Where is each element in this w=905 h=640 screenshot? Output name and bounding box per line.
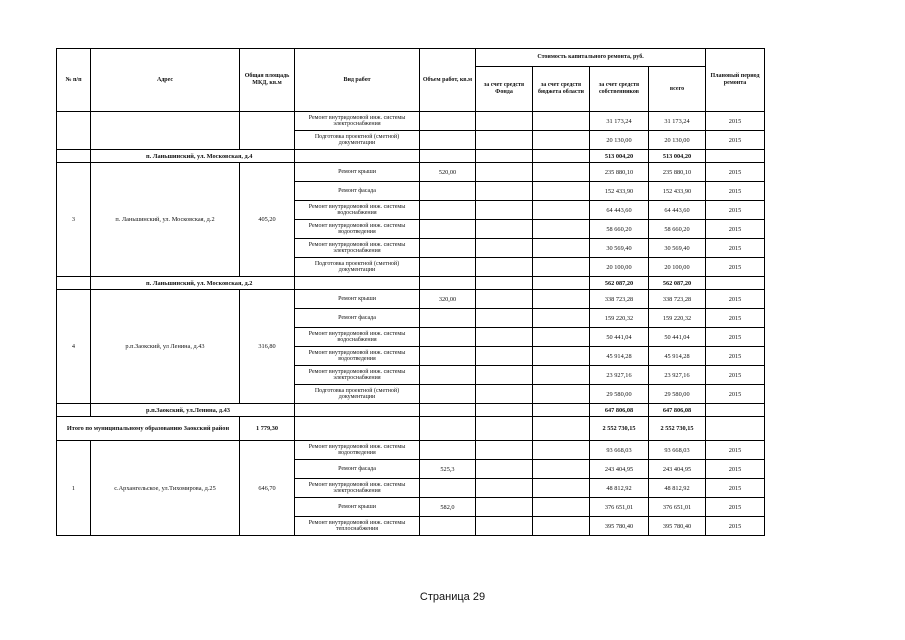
- period-cell: 2015: [706, 479, 765, 498]
- volume-cell: [420, 347, 476, 366]
- header-volume: Объем работ, кв.м: [420, 49, 476, 112]
- period-cell: [706, 150, 765, 163]
- budget-cell: [533, 182, 590, 201]
- repair-schedule-table: [56, 48, 765, 536]
- owners-cell: 395 780,40: [590, 517, 649, 536]
- header-period: Плановый период ремонта: [706, 49, 765, 112]
- total-cell: 31 173,24: [649, 112, 706, 131]
- header-owners: за счет средств собственников: [590, 67, 649, 112]
- volume-cell: [420, 258, 476, 277]
- total-cell: 93 668,03: [649, 441, 706, 460]
- fund-cell: [476, 182, 533, 201]
- total-cell: 20 100,00: [649, 258, 706, 277]
- total-cell: 395 780,40: [649, 517, 706, 536]
- total-cell: 159 220,32: [649, 309, 706, 328]
- fund-cell: [476, 201, 533, 220]
- fund-cell: [476, 277, 533, 290]
- work-type-cell: Ремонт крыши: [295, 163, 420, 182]
- address-cell: [91, 112, 240, 150]
- table-body: [57, 112, 765, 536]
- owners-cell: 31 173,24: [590, 112, 649, 131]
- volume-cell: 520,00: [420, 163, 476, 182]
- period-cell: 2015: [706, 131, 765, 150]
- volume-cell: [420, 309, 476, 328]
- volume-cell: [420, 201, 476, 220]
- area-cell: 316,80: [240, 290, 295, 404]
- period-cell: 2015: [706, 441, 765, 460]
- total-cell: 513 004,20: [649, 150, 706, 163]
- area-cell: 1 779,30: [240, 417, 295, 441]
- budget-cell: [533, 366, 590, 385]
- fund-cell: [476, 441, 533, 460]
- table-row: [57, 441, 765, 460]
- budget-cell: [533, 385, 590, 404]
- volume-cell: [420, 277, 476, 290]
- work-type-cell: Ремонт внутридомовой инж. системы электроснабжения: [295, 239, 420, 258]
- budget-cell: [533, 131, 590, 150]
- work-type-cell: [295, 150, 420, 163]
- total-cell: 2 552 730,15: [649, 417, 706, 441]
- table-row: [57, 112, 765, 131]
- header-address: Адрес: [91, 49, 240, 112]
- work-type-cell: Ремонт внутридомовой инж. системы теплоснабжения: [295, 517, 420, 536]
- header-work-type: Вид работ: [295, 49, 420, 112]
- volume-cell: [420, 366, 476, 385]
- period-cell: 2015: [706, 220, 765, 239]
- total-cell: 647 806,08: [649, 404, 706, 417]
- address-cell: с.Архангельское, ул.Тихомирова, д.25: [91, 441, 240, 536]
- total-cell: 64 443,60: [649, 201, 706, 220]
- header-num: № п/п: [57, 49, 91, 112]
- budget-cell: [533, 290, 590, 309]
- total-cell: 45 914,28: [649, 347, 706, 366]
- owners-cell: 58 660,20: [590, 220, 649, 239]
- budget-cell: [533, 517, 590, 536]
- total-label: Итого по муниципальному образованию Заокский район: [57, 417, 240, 441]
- num-cell: 4: [57, 290, 91, 404]
- total-cell: 376 651,01: [649, 498, 706, 517]
- fund-cell: [476, 404, 533, 417]
- owners-cell: 513 004,20: [590, 150, 649, 163]
- owners-cell: 159 220,32: [590, 309, 649, 328]
- volume-cell: 320,00: [420, 290, 476, 309]
- work-type-cell: Ремонт внутридомовой инж. системы водоотведения: [295, 441, 420, 460]
- fund-cell: [476, 460, 533, 479]
- header-budget: за счет средств бюджета области: [533, 67, 590, 112]
- fund-cell: [476, 498, 533, 517]
- work-type-cell: Подготовка проектной (сметной) документации: [295, 258, 420, 277]
- work-type-cell: Ремонт внутридомовой инж. системы электроснабжения: [295, 112, 420, 131]
- work-type-cell: Ремонт фасада: [295, 460, 420, 479]
- period-cell: 2015: [706, 239, 765, 258]
- table-row: [57, 417, 765, 441]
- area-cell: 405,20: [240, 163, 295, 277]
- subtotal-label: п. Ланьшинский, ул. Московская, д.2: [91, 277, 295, 290]
- period-cell: 2015: [706, 290, 765, 309]
- work-type-cell: Подготовка проектной (сметной) документации: [295, 385, 420, 404]
- budget-cell: [533, 277, 590, 290]
- total-cell: 58 660,20: [649, 220, 706, 239]
- period-cell: 2015: [706, 460, 765, 479]
- volume-cell: [420, 150, 476, 163]
- period-cell: 2015: [706, 328, 765, 347]
- work-type-cell: Ремонт внутридомовой инж. системы водоотведения: [295, 347, 420, 366]
- fund-cell: [476, 112, 533, 131]
- fund-cell: [476, 220, 533, 239]
- budget-cell: [533, 498, 590, 517]
- num-cell: [57, 277, 91, 290]
- budget-cell: [533, 220, 590, 239]
- table-row: [57, 277, 765, 290]
- fund-cell: [476, 328, 533, 347]
- period-cell: 2015: [706, 498, 765, 517]
- budget-cell: [533, 258, 590, 277]
- period-cell: [706, 404, 765, 417]
- work-type-cell: Ремонт крыши: [295, 290, 420, 309]
- subtotal-label: п. Ланьшинский, ул. Московская, д.4: [91, 150, 295, 163]
- fund-cell: [476, 385, 533, 404]
- budget-cell: [533, 163, 590, 182]
- period-cell: 2015: [706, 309, 765, 328]
- work-type-cell: [295, 404, 420, 417]
- header-area: Общая площадь МКД, кв.м: [240, 49, 295, 112]
- owners-cell: 20 100,00: [590, 258, 649, 277]
- work-type-cell: [295, 417, 420, 441]
- budget-cell: [533, 479, 590, 498]
- fund-cell: [476, 347, 533, 366]
- area-cell: [240, 112, 295, 150]
- volume-cell: [420, 517, 476, 536]
- period-cell: 2015: [706, 258, 765, 277]
- owners-cell: 48 812,92: [590, 479, 649, 498]
- volume-cell: [420, 182, 476, 201]
- total-cell: 30 569,40: [649, 239, 706, 258]
- total-cell: 235 880,10: [649, 163, 706, 182]
- period-cell: 2015: [706, 347, 765, 366]
- fund-cell: [476, 366, 533, 385]
- owners-cell: 29 580,00: [590, 385, 649, 404]
- owners-cell: 45 914,28: [590, 347, 649, 366]
- volume-cell: [420, 220, 476, 239]
- owners-cell: 20 130,00: [590, 131, 649, 150]
- work-type-cell: Ремонт крыши: [295, 498, 420, 517]
- total-cell: 152 433,90: [649, 182, 706, 201]
- table-row: [57, 163, 765, 182]
- budget-cell: [533, 347, 590, 366]
- owners-cell: 376 651,01: [590, 498, 649, 517]
- budget-cell: [533, 404, 590, 417]
- volume-cell: [420, 385, 476, 404]
- fund-cell: [476, 309, 533, 328]
- total-cell: 20 130,00: [649, 131, 706, 150]
- owners-cell: 64 443,60: [590, 201, 649, 220]
- budget-cell: [533, 309, 590, 328]
- budget-cell: [533, 417, 590, 441]
- volume-cell: 525,3: [420, 460, 476, 479]
- fund-cell: [476, 131, 533, 150]
- period-cell: 2015: [706, 112, 765, 131]
- volume-cell: [420, 112, 476, 131]
- period-cell: 2015: [706, 163, 765, 182]
- work-type-cell: Ремонт внутридомовой инж. системы водоотведения: [295, 220, 420, 239]
- owners-cell: 50 441,04: [590, 328, 649, 347]
- header-cost-group: Стоимость капитального ремонта, руб.: [476, 49, 706, 67]
- fund-cell: [476, 239, 533, 258]
- total-cell: 50 441,04: [649, 328, 706, 347]
- owners-cell: 647 806,08: [590, 404, 649, 417]
- volume-cell: [420, 239, 476, 258]
- total-cell: 338 723,28: [649, 290, 706, 309]
- fund-cell: [476, 517, 533, 536]
- period-cell: [706, 277, 765, 290]
- budget-cell: [533, 150, 590, 163]
- work-type-cell: Ремонт внутридомовой инж. системы водоснабжения: [295, 201, 420, 220]
- work-type-cell: Ремонт внутридомовой инж. системы водоснабжения: [295, 328, 420, 347]
- volume-cell: [420, 328, 476, 347]
- owners-cell: 152 433,90: [590, 182, 649, 201]
- address-cell: п. Ланьшинский, ул. Московская, д.2: [91, 163, 240, 277]
- budget-cell: [533, 460, 590, 479]
- fund-cell: [476, 150, 533, 163]
- volume-cell: [420, 417, 476, 441]
- subtotal-label: р.п.Заокский, ул.Ленина, д.43: [91, 404, 295, 417]
- address-cell: р.п.Заокский, ул Ленина, д.43: [91, 290, 240, 404]
- owners-cell: 93 668,03: [590, 441, 649, 460]
- period-cell: 2015: [706, 517, 765, 536]
- owners-cell: 23 927,16: [590, 366, 649, 385]
- num-cell: [57, 150, 91, 163]
- period-cell: 2015: [706, 182, 765, 201]
- budget-cell: [533, 112, 590, 131]
- num-cell: [57, 404, 91, 417]
- budget-cell: [533, 328, 590, 347]
- total-cell: 562 087,20: [649, 277, 706, 290]
- num-cell: [57, 112, 91, 150]
- owners-cell: 2 552 730,15: [590, 417, 649, 441]
- table-row: [57, 404, 765, 417]
- total-cell: 243 404,95: [649, 460, 706, 479]
- work-type-cell: Ремонт фасада: [295, 309, 420, 328]
- table-row: [57, 150, 765, 163]
- budget-cell: [533, 441, 590, 460]
- num-cell: 3: [57, 163, 91, 277]
- owners-cell: 562 087,20: [590, 277, 649, 290]
- owners-cell: 243 404,95: [590, 460, 649, 479]
- budget-cell: [533, 239, 590, 258]
- period-cell: 2015: [706, 385, 765, 404]
- volume-cell: 582,0: [420, 498, 476, 517]
- header-total: всего: [649, 67, 706, 112]
- work-type-cell: Ремонт внутридомовой инж. системы электроснабжения: [295, 366, 420, 385]
- fund-cell: [476, 479, 533, 498]
- table-row: [57, 290, 765, 309]
- period-cell: 2015: [706, 201, 765, 220]
- work-type-cell: Подготовка проектной (сметной) документации: [295, 131, 420, 150]
- fund-cell: [476, 290, 533, 309]
- num-cell: 1: [57, 441, 91, 536]
- area-cell: 646,70: [240, 441, 295, 536]
- header-fund: за счет средств Фонда: [476, 67, 533, 112]
- work-type-cell: Ремонт фасада: [295, 182, 420, 201]
- work-type-cell: Ремонт внутридомовой инж. системы электроснабжения: [295, 479, 420, 498]
- page-number: Страница 29: [419, 591, 486, 603]
- total-cell: 29 580,00: [649, 385, 706, 404]
- owners-cell: 338 723,28: [590, 290, 649, 309]
- fund-cell: [476, 417, 533, 441]
- total-cell: 48 812,92: [649, 479, 706, 498]
- period-cell: [706, 417, 765, 441]
- volume-cell: [420, 404, 476, 417]
- work-type-cell: [295, 277, 420, 290]
- volume-cell: [420, 131, 476, 150]
- fund-cell: [476, 258, 533, 277]
- volume-cell: [420, 441, 476, 460]
- budget-cell: [533, 201, 590, 220]
- period-cell: 2015: [706, 366, 765, 385]
- volume-cell: [420, 479, 476, 498]
- fund-cell: [476, 163, 533, 182]
- owners-cell: 30 569,40: [590, 239, 649, 258]
- total-cell: 23 927,16: [649, 366, 706, 385]
- owners-cell: 235 880,10: [590, 163, 649, 182]
